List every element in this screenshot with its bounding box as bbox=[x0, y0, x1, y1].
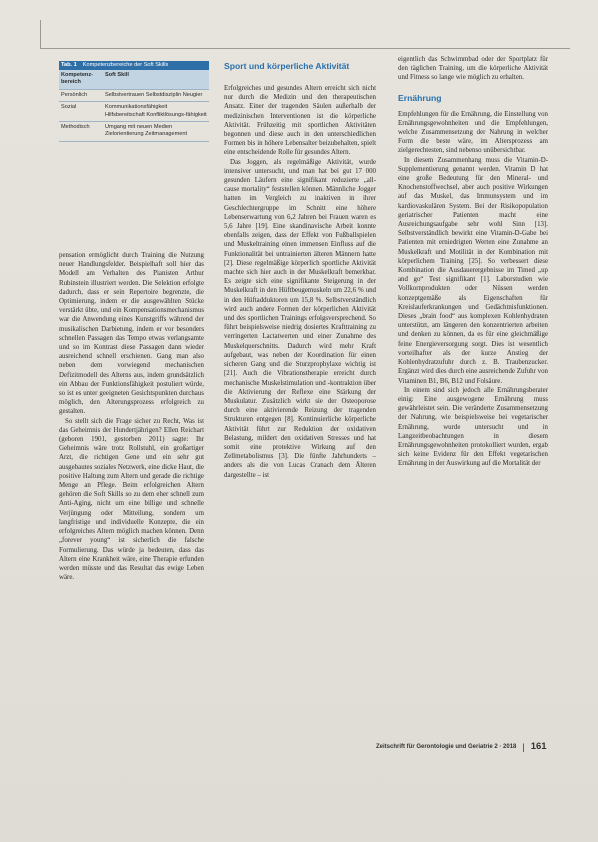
top-rule bbox=[40, 48, 570, 49]
table-cell-skills: Selbstvertrauen Selbstdisziplin Neugier bbox=[105, 91, 203, 98]
corner-rule bbox=[40, 20, 41, 48]
page-number: 161 bbox=[530, 741, 547, 752]
table-row bbox=[59, 122, 209, 142]
journal-name: Zeitschrift für Gerontologie und Geriatrie 2 · 2018 bbox=[376, 743, 517, 750]
table-cell-area: Persönlich bbox=[61, 91, 88, 98]
table-row bbox=[59, 90, 209, 102]
table-cell-skills: Kommunikationsfähigkeit Hilfsbereitschaft Konfliktlösungs-fähigkeit bbox=[105, 104, 207, 118]
text-column-middle bbox=[224, 84, 376, 480]
section-heading-sport: Sport und körperliche Aktivität bbox=[224, 61, 350, 71]
table-cell-area: Sozial bbox=[61, 104, 77, 111]
table-header-area: Kompetenz-bereich bbox=[61, 72, 94, 86]
paragraph: In diesem Zusammenhang muss die Vitamin-D-Supplementierung genannt werden. Vitamin D hat eine große Bedeutung für den Mineral- und Knochenstoffwechsel, aber auch positive Wirkungen auf das Muskel, das Immunsystem und im kardiovaskulären System. Bei der Risikopopulation geriatrischer Patienten macht eine Ausreichungsaufgabe sehr wohl Sinn [13]. Selbstverständlich bewirkt eine Vitamin-D-Gabe bei Patienten mit erniedrigten Werten eine Zunahme an Muskelkraft und Motilität in der Kombination mit körperlichem Training [25]. So verbessert diese Kombination die Ausdauerergebnisse im Timed „up and go“ Test signifikant [1]. Laborstudien wie Vollkornprodukten oder Nüssen werden konzeptgemäße als Eigenschaften für Kreislauferkrankungen und Gedächtnisfunktionen. Dieses „brain food“ aus komplexen Kohlenhydraten unterstützt, am längeren den konzentrierten arbeiten und denken zu können, da es für eine gleichmäßige feine Energieversorgung sorgt. Dies ist wesentlich vorteilhafter als der kurze Anstieg der Kohlenhydratzufuhr durch z. B. Traubenzucker. Ergänzt wird dies durch eine ausreichende Zufuhr von Vitaminen B1, B6, B12 und Folsäure. bbox=[398, 156, 548, 385]
table-caption bbox=[59, 61, 209, 70]
paragraph: Empfehlungen für die Ernährung, die Einstellung von Ernährungsgewohnheiten und die Empfehlungen, welche Zusammensetzung der Nahrung in welcher Form die beste wäre, im Altersprozess am zielgerechtesten, sind nebenso unübersichtbar. bbox=[398, 110, 548, 155]
paragraph: Das Joggen, als regelmäßige Aktivität, wurde intensiver untersucht, und man hat bei gut 17 000 gesunden Läufern eine signifikant reduzierte „all-cause mortality“ feststellen können. Männliche Jogger hatten im Vergleich zu inaktiven in ihrer Geschlechtergruppe im Schnitt eine höhere Lebenserwartung von 6,2 Jahren bei Frauen waren es 5,6 Jahre [19]. Eine skandinavische Arbeit konnte ebenfalls zeigen, dass der Effekt von Fußballspielen und Muskeltraining einen immensen Einfluss auf die Funktionalität bei untrainierten älteren Männern hatte [2]. Diese regelmäßige körperlich sportliche Aktivität machte sich hier auch in der Muskelkraft bemerkbar. Es zeigte sich eine signifikante Steigerung in der Muskelkraft in den Hüftbeugemuskeln um 22,6 % und in den Hüftadduktoren um 15,8 %. Selbstverständlich wird auch andere Formen der körperlichen Aktivität und des sportlichen Trainings erfolgsversprechend. So führt beispielsweise niedrig dosiertes Krafttraining zu verringerten Lactatwerten und einer Zunahme des Muskelquerschnitts. Dadurch wird mehr Kraft aufgebaut, was neben der Koordination für einen sicheren Gang und die Sturzprophylaxe wichtig ist [21]. Auch die Vibrationstherapie erreicht durch mechanische Muskelstimulation und -kontraktion über die Aktivierung der Reflexe eine Stärkung der Muskulatur. Zusätzlich wirkt sie der Osteoporose durch eine aktivierende Reizung der tragenden Strukturen entgegen [8]. Kontinuierliche körperliche Aktivität führt zur Reduktion der oxidativen Belastung, mildert den oxidativen Stresses und hat somit eine protektive Wirkung auf den Zellmetabolismus [3]. Die fünfte Jahrhunderts – anders als die von Lucas Cranach dem Älteren dargestellte – ist bbox=[224, 158, 376, 479]
paragraph: pensation ermöglicht durch Training die Nutzung neuer Handlungsfelder. Beispielhaft soll hier das Modell am Verhalten des Pianisten Arthur Rubinstein illustriert werden. Die Selektion erfolgte dadurch, dass er sein Repertoire begrenzte, die Optimierung, indem er die ausgewählten Stücke verstärkt übte, und ein Kompensationsmechanismus war die Anwendung eines Kunstgriffs während der musikalischen Darbietung, indem er vor besonders schnellen Passagen das Tempo etwas verlangsamte und so im Kontrast diese Passagen dann wieder ausreichend schnell erschienen. Gang man also neben dem vorwiegend mechanischen Defizitmodell des Alterns aus, indem grundsätzlich ein Abbau der Funktionsfähigkeit postuliert würde, so ist es unter geeigneten Gesichtspunkten durchaus möglich, den Alterungsprozess erfolgreich zu gestalten. bbox=[59, 252, 204, 416]
paragraph: In einem sind sich jedoch alle Ernährungsberater einig: Eine ausgewogene Ernährung muss gewährleistet sein. Die veränderte Zusammensetzung der Nahrung, wie beispielsweise bei vegetarischer Ernährung, wurde untersucht und in Langzeitbeobachtungen in diesem Ernährungsgewohnheiten protokolliert wurden, ergab sich keine Evidenz für den Effekt vegetarischen Ernährung in der Auswirkung auf die Mortalität der bbox=[398, 386, 548, 468]
section-heading-nutrition: Ernährung bbox=[398, 92, 442, 103]
table-title: Kompetenzbereiche der Soft Skills bbox=[82, 61, 169, 68]
paragraph: Erfolgreiches und gesundes Altern erreicht sich nicht nur durch die Medizin und den therapeutischen Ansatz. Einer der tragenden Säulen außerhalb der medizinischen Interventionen ist die körperliche Aktivität. Frühzeitig mit sportlichen Aktivitäten begonnen und diese auch in den unterschiedlichen Formen bis in höhere Lebensalter beizubehalten, spielt eine entscheidende Rolle für gesundes Altern. bbox=[224, 85, 376, 157]
table-cell-area: Methodisch bbox=[61, 124, 90, 131]
text-column-left bbox=[59, 251, 204, 582]
table-header-row bbox=[59, 70, 209, 90]
table-row bbox=[59, 102, 209, 122]
table-cell-skills: Umgang mit neuen Medien Zielorientierung Zeitmanagement bbox=[105, 124, 188, 138]
footer-separator: | bbox=[522, 741, 525, 752]
text-column-right bbox=[398, 55, 548, 469]
table-number: Tab. 1 bbox=[61, 61, 77, 68]
paragraph: eigentlich das Schwimmbad oder der Sportplatz für den täglichen Training, um die körperliche Aktivität und Fitness so lange wie möglich zu erhalten. bbox=[398, 56, 548, 82]
paragraph: So stellt sich die Frage sicher zu Recht, Was ist das Geheimnis der Hundertjährigen? Ellen Reichart (geboren 1901, gestorben 2011) sagte: Ihr Geheimnis wäre trotz Rollstuhl, ein großartiger Arzt, die richtigen Gene und ein sehr gut ausgebautes soziales Netzwerk, eine dicke Haut, die positive Haltung zum Altern und gerade die richtige Menge an Pflege. Beim erfolgreichen Altern gehören die Soft Skills so zu dem eher schnell zum Anti-Aging, nicht um eine billige und schnelle Verjüngung oder Mitteilung, sondern um langfristige und individuelle Konzepte, die ein erfolgreiches Altern möglich machen können. Denn „forever young“ ist sicherlich die falsche Formulierung. Das würde ja bedeuten, dass das Altern eine Krankheit wäre, eine Therapie erfunden werden müsste und das Resultat das ewige Leben wäre. bbox=[59, 417, 204, 582]
soft-skills-table bbox=[59, 61, 209, 142]
page-footer bbox=[376, 741, 571, 752]
table-header-skill: Soft Skill bbox=[105, 72, 129, 78]
